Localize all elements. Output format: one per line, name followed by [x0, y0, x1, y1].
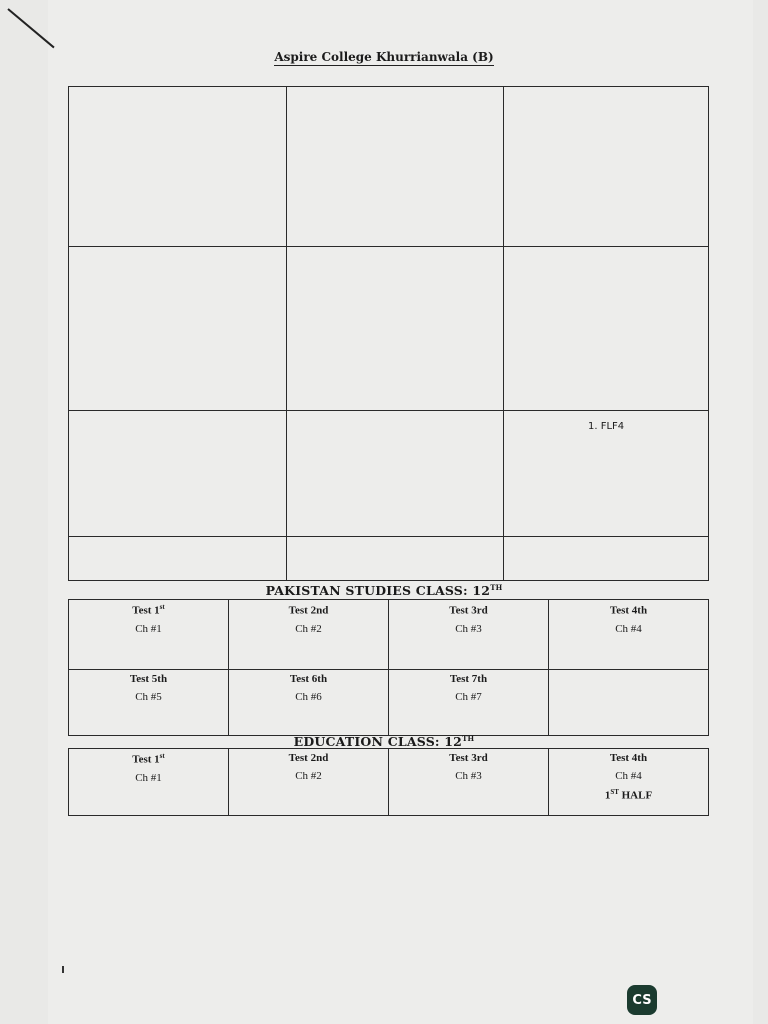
- urdu-test-grid: [68, 86, 709, 581]
- flf4-note: 1. FLF4: [588, 421, 625, 432]
- college-title: Aspire College Khurrianwala (B): [274, 50, 494, 64]
- ps-cell: Test 2nd Ch #2: [229, 600, 389, 670]
- urdu-cell: [504, 411, 709, 537]
- ps-cell: Test 6th Ch #6: [229, 670, 389, 736]
- urdu-cell: [286, 247, 504, 411]
- edu-cell: Test 4th Ch #4 1ST HALF: [549, 749, 709, 816]
- edu-cell: Test 1st Ch #1: [69, 749, 229, 816]
- urdu-cell: [286, 87, 504, 247]
- ps-cell: [549, 670, 709, 736]
- first-half-note: 1ST HALF: [604, 788, 653, 802]
- edu-cell: Test 3rd Ch #3: [389, 749, 549, 816]
- scan-speck: [62, 966, 64, 973]
- urdu-cell: [504, 537, 709, 581]
- pakistan-studies-heading: PAKISTAN STUDIES CLASS: 12TH: [265, 583, 503, 599]
- urdu-cell: [69, 87, 287, 247]
- urdu-cell: [504, 87, 709, 247]
- ps-cell: Test 1st Ch #1: [69, 600, 229, 670]
- ps-cell: Test 4th Ch #4: [549, 600, 709, 670]
- urdu-cell: [286, 537, 504, 581]
- ps-cell: Test 7th Ch #7: [389, 670, 549, 736]
- pakistan-studies-table: [68, 599, 709, 736]
- education-table: [68, 748, 709, 816]
- urdu-cell: [69, 537, 287, 581]
- urdu-cell: [286, 411, 504, 537]
- education-heading: EDUCATION CLASS: 12TH: [293, 734, 475, 750]
- ps-cell: Test 3rd Ch #3: [389, 600, 549, 670]
- ps-cell: Test 5th Ch #5: [69, 670, 229, 736]
- urdu-cell: [504, 247, 709, 411]
- camscanner-logo-icon: CS: [627, 985, 657, 1015]
- urdu-cell: [69, 411, 287, 537]
- edu-cell: Test 2nd Ch #2: [229, 749, 389, 816]
- urdu-cell: [69, 247, 287, 411]
